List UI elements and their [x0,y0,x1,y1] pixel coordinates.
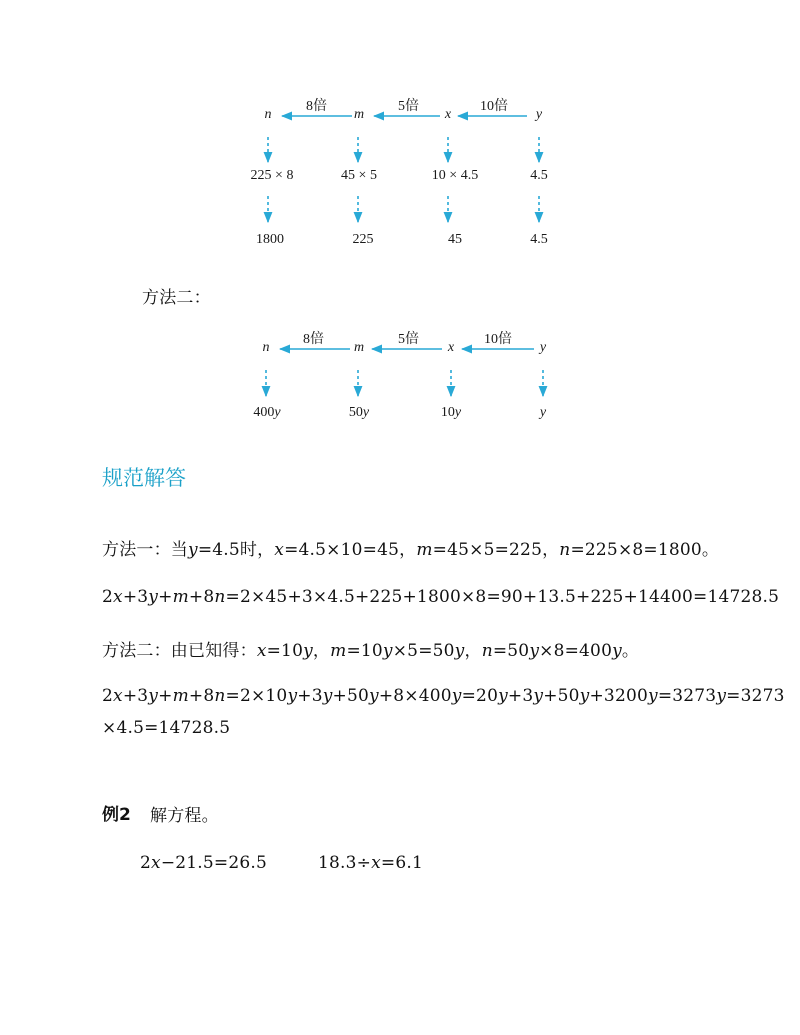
value-row2-y: 4.5 [530,168,548,183]
solution-line-1 [102,535,719,560]
math-variable: y [454,641,465,661]
math-variable: x [371,853,381,873]
value-row2-n: 225 × 8 [250,168,294,183]
node-y-1: y [535,107,543,122]
math-text: + [158,587,173,607]
equation-1 [140,853,267,873]
math-text: 2 [140,853,152,873]
math-text: + [158,686,173,706]
math-text: 方法二：由已知得： [102,641,257,661]
math-text: 。 [621,641,640,661]
math-text: =2×45+3×4.5+225+1800×8=90+13.5+225+14400=14728.5 [225,587,780,607]
solution-line-4 [102,686,785,706]
math-text: =2×10 [225,686,288,706]
math-variable: y [498,686,508,706]
math-text: +8×400 [378,686,452,706]
value2-n: 400y [253,405,281,420]
math-text: +8 [188,686,215,706]
math-text: =10 [346,641,383,661]
example-title: 解方程。 [150,806,219,826]
math-text: 18.3÷ [318,853,372,873]
value-row2-x: 10 × 4.5 [431,168,479,183]
equation-2 [318,853,423,873]
math-text: ×8=400 [539,641,613,661]
value-row3-x: 45 [448,232,462,247]
math-variable: m [172,587,189,607]
math-variable: x [151,853,161,873]
math-variable: y [612,641,622,661]
value2-y: y [539,405,547,420]
math-text: 2 [102,686,114,706]
factor-8-2: 8倍 [303,332,324,347]
value-row3-n: 1800 [256,232,284,247]
factor-10-2: 10倍 [484,332,512,347]
math-variable: n [481,641,493,661]
math-variable: n [214,587,226,607]
example-label: 例2 [102,805,131,825]
math-text: +50 [543,686,580,706]
math-variable: y [579,686,590,706]
factor-5-2: 5倍 [398,332,419,347]
math-text: 方法一：当 [102,540,188,560]
node-x-1: x [444,107,452,122]
factor-5-1: 5倍 [398,99,419,114]
math-text: ， [464,641,482,661]
value-row2-m: 45 × 5 [341,168,377,183]
solution-line-2 [102,587,779,607]
math-variable: y [716,686,727,706]
math-variable: y [148,587,159,607]
math-text: +8 [188,587,215,607]
math-variable: y [303,641,313,661]
math-text: ， [312,641,331,661]
math-variable: y [529,641,540,661]
math-variable: y [322,686,333,706]
math-text: ×5=50 [392,641,455,661]
math-text: =3273 [726,686,785,706]
math-text: =10 [266,641,304,661]
math-text: =225×8=1800。 [570,540,720,560]
value2-m: 50y [348,405,370,420]
math-text: =20 [461,686,499,706]
node-n-2: n [262,340,270,355]
factor-8-1: 8倍 [306,99,327,114]
math-variable: y [188,540,198,560]
section-heading: 规范解答 [102,466,186,490]
math-text: =4.5×10=45， [284,540,417,560]
math-text: +3200 [589,686,648,706]
math-text: +3 [122,686,149,706]
math-variable: m [416,540,433,560]
math-variable: y [382,641,393,661]
math-variable: y [148,686,159,706]
math-text: +3 [507,686,534,706]
math-variable: n [214,686,226,706]
method-2-label: 方法二： [142,288,211,308]
math-text: =50 [492,641,530,661]
node-x-2: x [447,340,455,355]
solution-line-5: ×4.5=14728.5 [102,718,231,738]
math-variable: y [369,686,379,706]
node-y-2: y [539,340,547,355]
math-variable: y [451,686,462,706]
math-text: =6.1 [380,853,423,873]
math-text: +3 [297,686,323,706]
math-variable: x [256,641,267,661]
math-variable: y [287,686,298,706]
math-variable: m [172,686,189,706]
math-text: =4.5时， [197,540,275,560]
math-text: =45×5=225， [432,540,560,560]
value-row3-m: 225 [352,232,374,247]
solution-line-3 [102,636,639,661]
value-row3-y: 4.5 [530,232,548,247]
node-m-1: m [353,107,365,122]
math-variable: n [559,540,571,560]
node-n-1: n [264,107,272,122]
math-text: =3273 [657,686,717,706]
math-text: +3 [122,587,149,607]
math-variable: y [648,686,658,706]
math-text: 2 [102,587,114,607]
math-variable: m [330,641,347,661]
math-variable: y [533,686,544,706]
factor-10-1: 10倍 [480,99,508,114]
math-text: −21.5=26.5 [160,853,268,873]
math-variable: x [113,686,123,706]
math-variable: x [274,540,285,560]
node-m-2: m [353,340,365,355]
value2-x: 10y [440,405,462,420]
math-variable: x [113,587,123,607]
math-text: +50 [332,686,370,706]
